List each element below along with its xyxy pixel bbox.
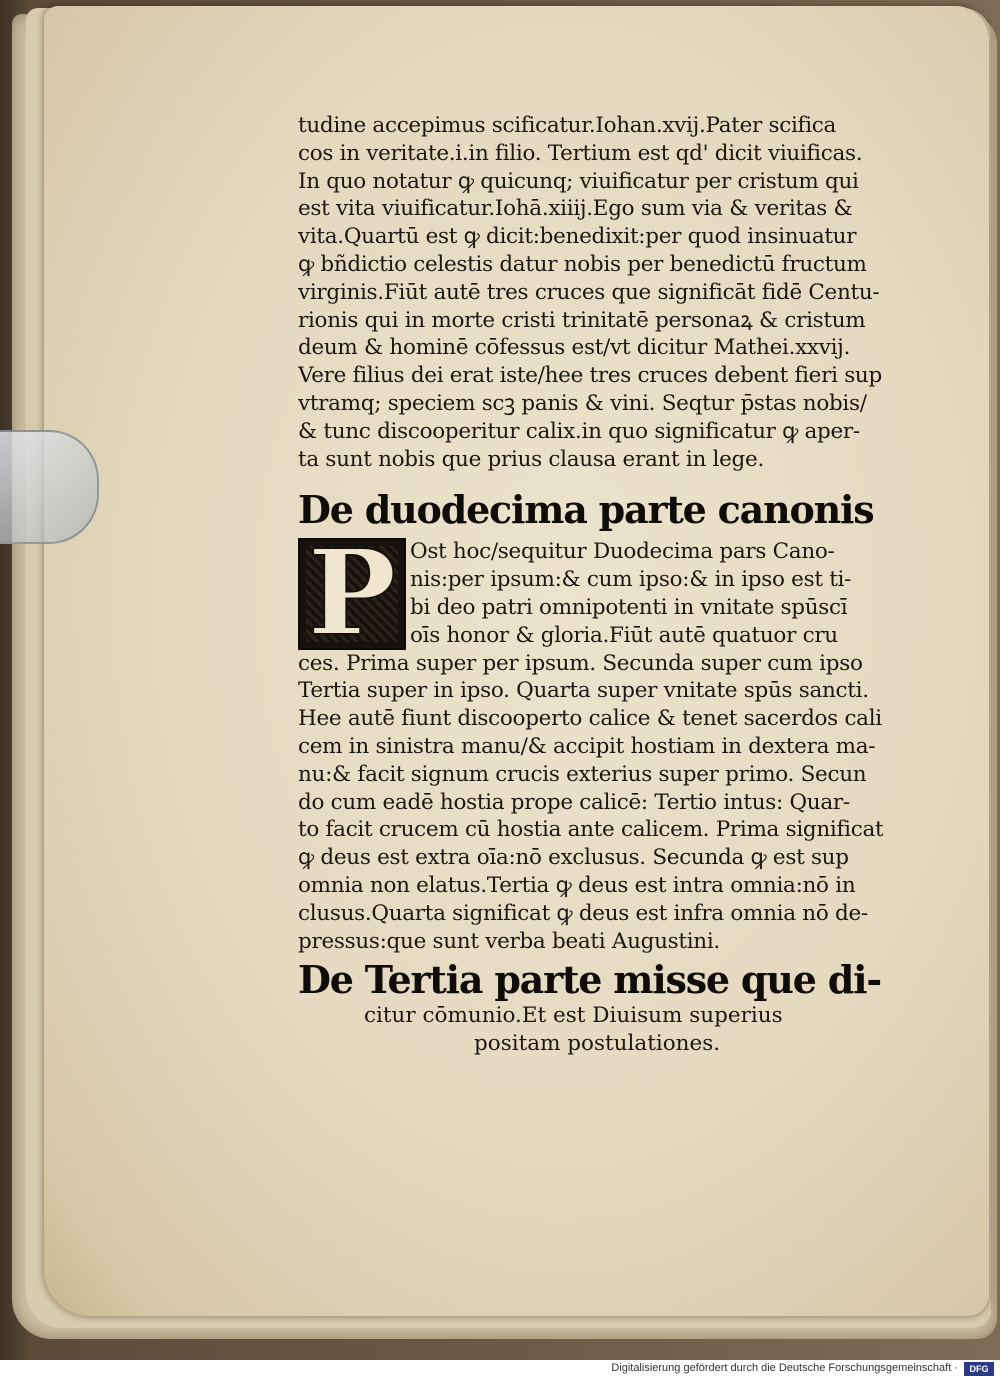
text-line: Tertia super in ipso. Quarta super vnitate spūs sancti.: [298, 678, 869, 704]
text-line: bi deo patri omnipotenti in vnitate spūscī: [410, 594, 848, 620]
text-line: est vita viuificatur.Iohā.xiiij.Ego sum via & veritas &: [298, 196, 853, 222]
text-line: nu:& facit signum crucis exterius super primo. Secun: [298, 761, 867, 787]
page-text: [298, 112, 883, 1058]
dfg-logo: DFG: [964, 1362, 994, 1376]
section-2: [298, 523, 883, 955]
text-line: deum & hominē cōfessus est/vt dicitur Mathei.xxvij.: [298, 335, 851, 361]
closing-line-1: citur cōmunio.Et est Diuisum superius: [364, 1003, 783, 1029]
text-line: Hee autē fiunt discooperto calice & tenet sacerdos cali: [298, 706, 882, 732]
section-heading-1: De duodecima parte canonis: [298, 487, 874, 533]
text-line: Ost hoc/sequitur Duodecima pars Cano-: [410, 539, 835, 565]
text-line: clusus.Quarta significat ꝙ deus est infra omnia nō de-: [298, 900, 868, 926]
text-line: vita.Quartū est ꝙ dicit:benedixit:per quod insinuatur: [298, 224, 857, 250]
section-heading-2: De Tertia parte misse que di-: [298, 957, 881, 1003]
text-line: rionis qui in morte cristi trinitatē personaꝝ & cristum: [298, 307, 866, 333]
text-line: ta sunt nobis que prius clausa erant in lege.: [298, 446, 764, 472]
text-line: do cum eadē hostia prope calicē: Tertio intus: Quar-: [298, 789, 850, 815]
text-line: cos in veritate.i.in filio. Tertium est qd' dicit viuificas.: [298, 140, 863, 166]
closing-line-2: positam postulationes.: [474, 1031, 721, 1057]
text-line: tudine accepimus scificatur.Iohan.xvij.Pater scifica: [298, 113, 837, 138]
text-line: to facit crucem cū hostia ante calicem. Prima significat: [298, 817, 883, 843]
text-line: nis:per ipsum:& cum ipso:& in ipso est ti-: [410, 567, 852, 593]
text-line: virginis.Fiūt autē tres cruces que significāt fidē Centu-: [298, 279, 880, 305]
text-line: ꝙ bñdictio celestis datur nobis per benedictū fructum: [298, 251, 867, 277]
text-line: omnia non elatus.Tertia ꝙ deus est intra omnia:nō in: [298, 872, 856, 898]
page-clip: [0, 430, 99, 544]
text-line: ces. Prima super per ipsum. Secunda super cum ipso: [298, 650, 863, 676]
decorated-initial: [298, 523, 406, 663]
text-line: pressus:que sunt verba beati Augustini.: [298, 928, 720, 954]
initial-letter: P: [307, 523, 397, 663]
text-line: oīs honor & gloria.Fiūt autē quatuor cru: [410, 622, 838, 648]
footer-bar: [0, 1360, 1000, 1379]
paragraph-2: [298, 650, 883, 956]
text-line: ꝙ deus est extra oīa:nō exclusus. Secunda ꝙ est sup: [298, 845, 849, 871]
paragraph-1: [298, 112, 883, 473]
funding-notice: Digitalisierung gefördert durch die Deutsche Forschungsgemeinschaft ·: [611, 1362, 958, 1374]
text-line: In quo notatur ꝙ quicunq; viuificatur per cristum qui: [298, 168, 859, 194]
text-line: Vere filius dei erat iste/hee tres cruces debent fieri sup: [298, 363, 882, 389]
text-line: cem in sinistra manu/& accipit hostiam in dextera ma-: [298, 733, 876, 759]
text-line: & tunc discooperitur calix.in quo significatur ꝙ aper-: [298, 418, 860, 444]
text-line: vtramq; speciem scꝫ panis & vini. Seqtur p̄stas nobis/: [298, 390, 867, 416]
